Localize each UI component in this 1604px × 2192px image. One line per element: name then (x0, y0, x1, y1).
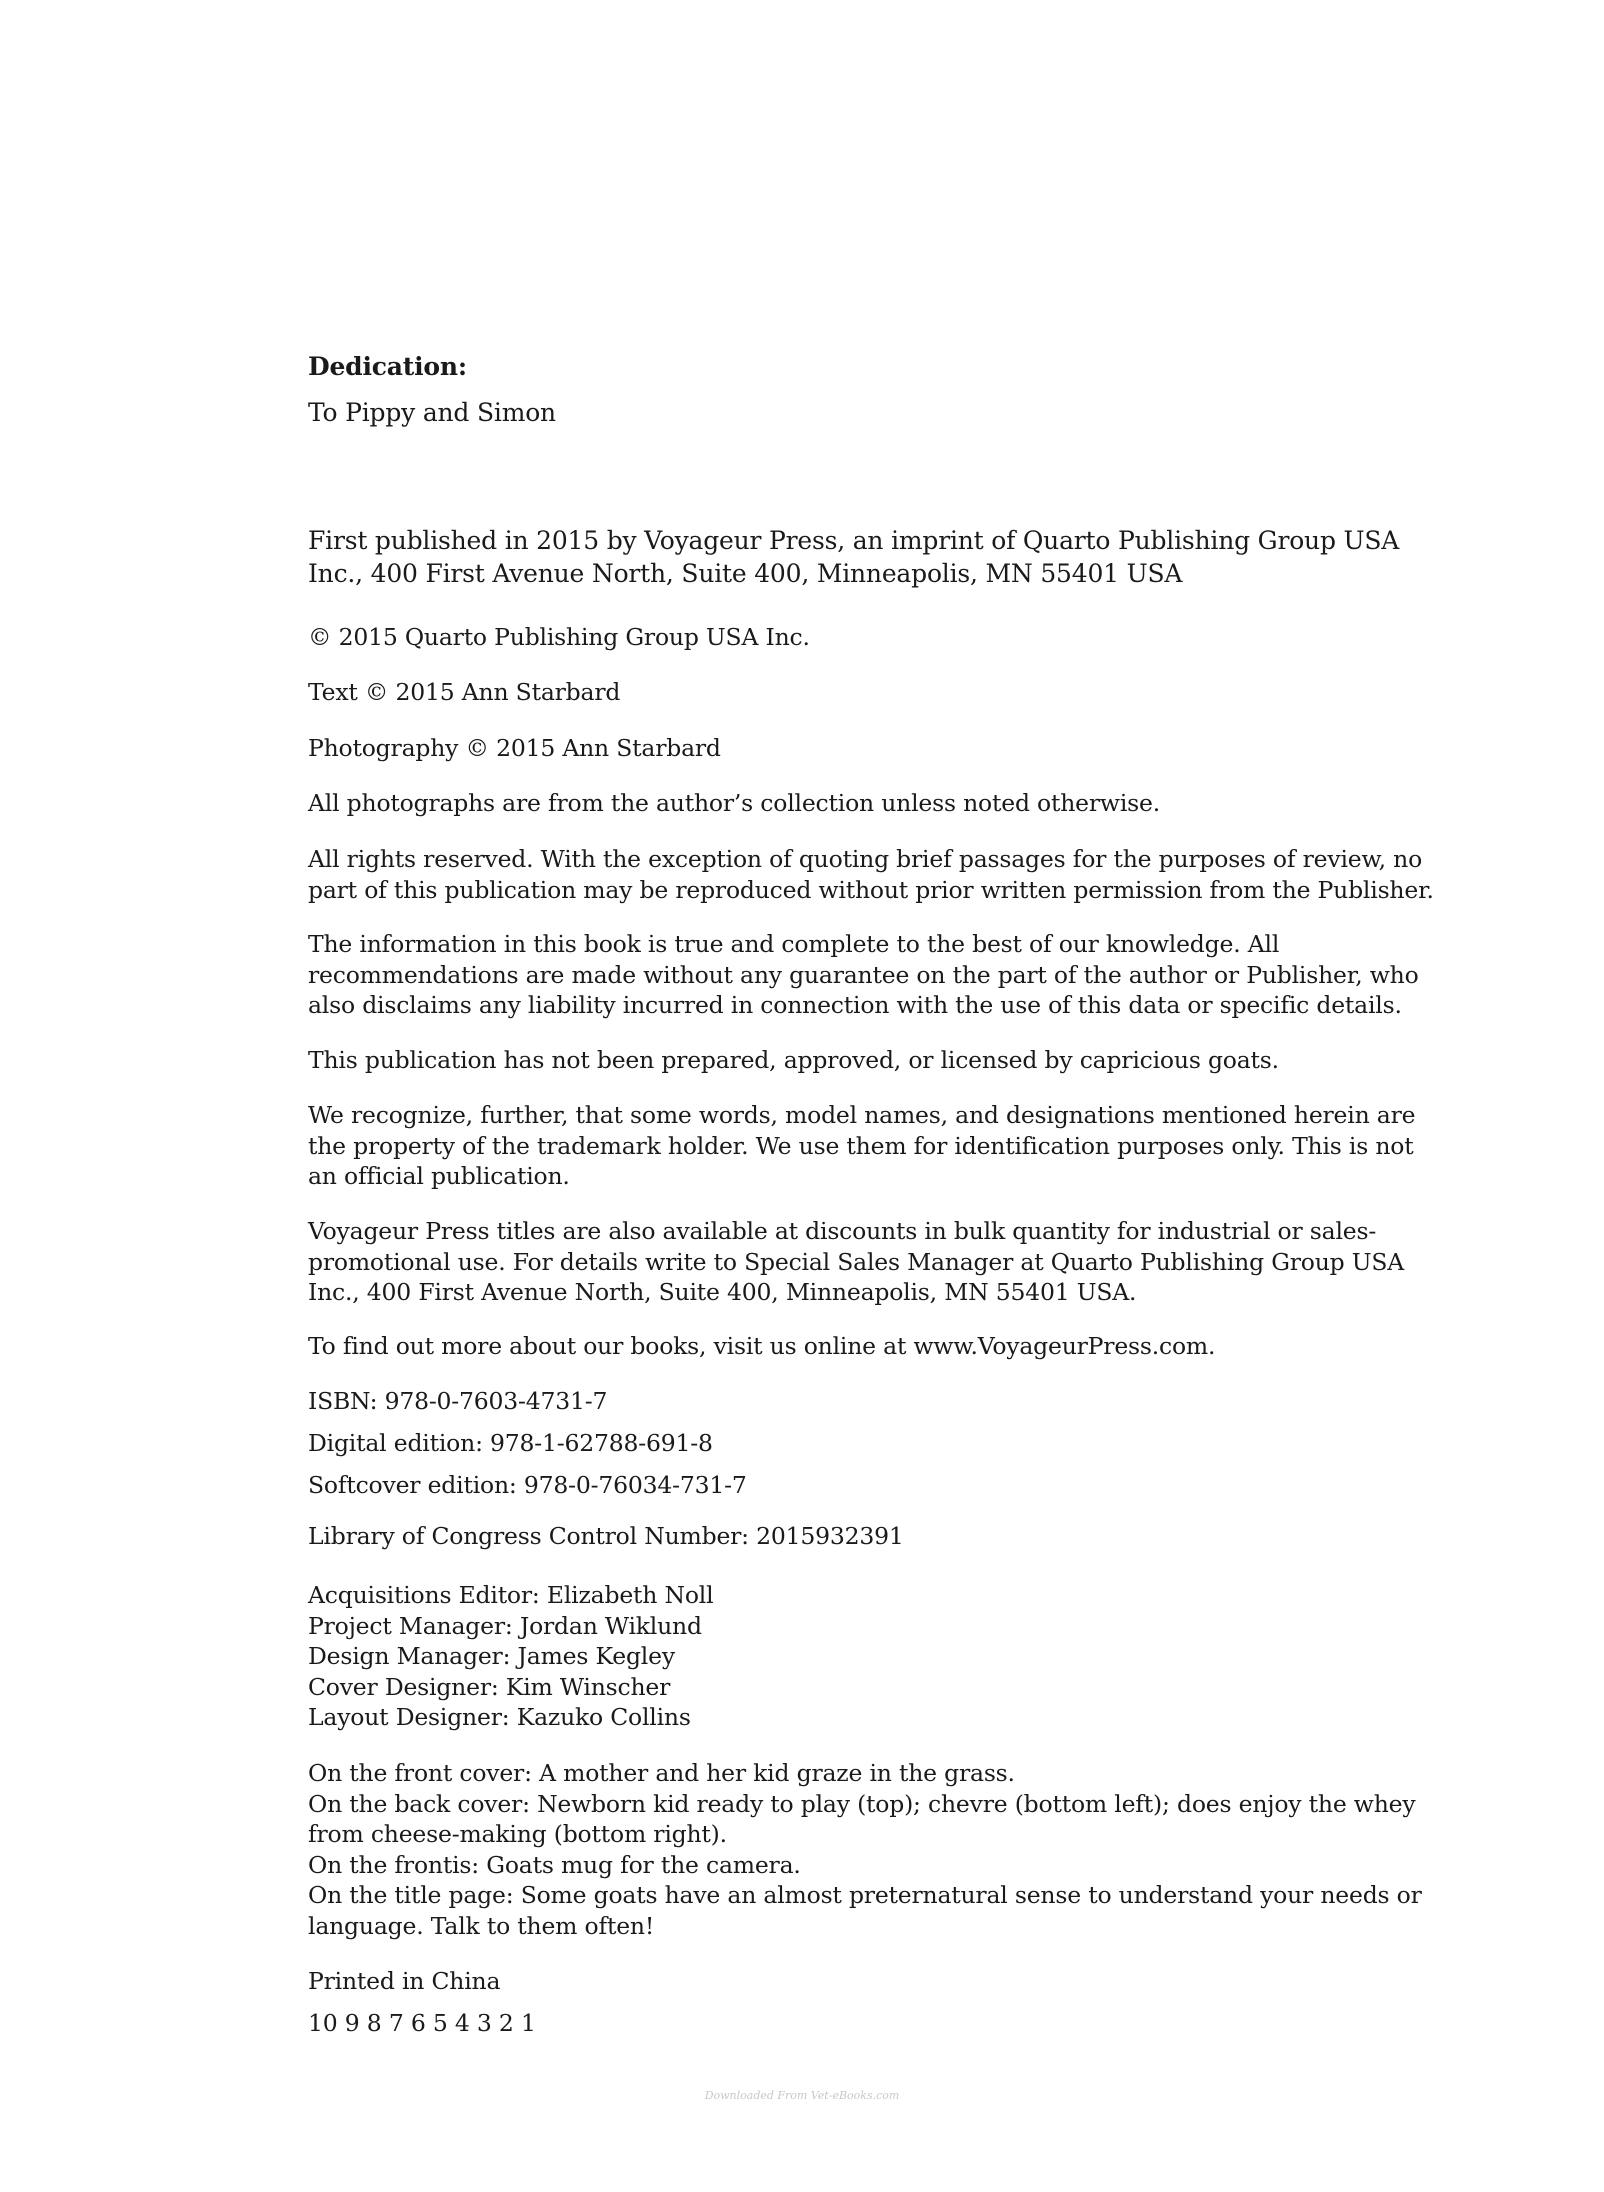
printed-in-line: Printed in China (308, 1967, 501, 1995)
text-copyright-line: Text © 2015 Ann Starbard (308, 678, 621, 706)
bulk-sales-line: Voyageur Press titles are also available at discounts in bulk quantity for industrial or sales- (308, 1217, 1377, 1245)
information-line: recommendations are made without any guarantee on the part of the author or Publisher, who (308, 960, 1419, 989)
credit-line: Cover Designer: Kim Winscher (308, 1672, 671, 1701)
copyright-line: © 2015 Quarto Publishing Group USA Inc. (308, 623, 810, 651)
softcover-edition-line: Softcover edition: 978-0-76034-731-7 (308, 1471, 747, 1499)
photo-copyright-line: Photography © 2015 Ann Starbard (308, 734, 721, 762)
dedication-text: To Pippy and Simon (308, 398, 556, 427)
first-published-line: Inc., 400 First Avenue North, Suite 400, Minneapolis, MN 55401 USA (308, 559, 1183, 588)
information-line: also disclaims any liability incurred in connection with the use of this data or specific details. (308, 991, 1402, 1019)
print-line: 10 9 8 7 6 5 4 3 2 1 (308, 2009, 536, 2037)
isbn-line: ISBN: 978-0-7603-4731-7 (308, 1387, 608, 1415)
photo-note: All photographs are from the author’s collection unless noted otherwise. (308, 789, 1160, 817)
credits-list (308, 1580, 1338, 1733)
download-watermark: Downloaded From Vet-eBooks.com (704, 2089, 900, 2102)
website-line: To find out more about our books, visit us online at www.VoyageurPress.com. (308, 1332, 1216, 1360)
credit-line: Acquisitions Editor: Elizabeth Noll (308, 1581, 714, 1609)
lccn-line: Library of Congress Control Number: 2015932391 (308, 1522, 904, 1550)
caption-line: On the back cover: Newborn kid ready to play (top); chevre (bottom left); does enjoy the whey (308, 1789, 1416, 1818)
digital-edition-line: Digital edition: 978-1-62788-691-8 (308, 1429, 713, 1457)
trademark-line: the property of the trademark holder. We use them for identification purposes only. This is not (308, 1131, 1414, 1160)
caption-line: from cheese-making (bottom right). (308, 1820, 727, 1848)
rights-line: All rights reserved. With the exception of quoting brief passages for the purposes of review, no (308, 845, 1423, 873)
dedication-label: Dedication: (308, 352, 467, 381)
credit-line: Design Manager: James Kegley (308, 1642, 675, 1670)
first-published-paragraph (308, 524, 1400, 590)
trademark-paragraph (308, 1100, 1416, 1192)
caption-line: On the front cover: A mother and her kid graze in the grass. (308, 1759, 1015, 1787)
credit-line: Project Manager: Jordan Wiklund (308, 1611, 702, 1640)
photo-captions (308, 1758, 1422, 1941)
information-line: The information in this book is true and complete to the best of our knowledge. All (308, 930, 1280, 958)
caption-line: On the title page: Some goats have an almost preternatural sense to understand your needs or (308, 1881, 1422, 1909)
caption-line: language. Talk to them often! (308, 1911, 655, 1940)
not-licensed-line: This publication has not been prepared, approved, or licensed by capricious goats. (308, 1046, 1279, 1074)
trademark-line: an official publication. (308, 1162, 570, 1190)
first-published-line: First published in 2015 by Voyageur Press, an imprint of Quarto Publishing Group USA (308, 526, 1400, 555)
trademark-line: We recognize, further, that some words, model names, and designations mentioned herein are (308, 1101, 1416, 1129)
caption-line: On the frontis: Goats mug for the camera. (308, 1850, 801, 1879)
bulk-sales-line: Inc., 400 First Avenue North, Suite 400, Minneapolis, MN 55401 USA. (308, 1278, 1137, 1306)
rights-line: part of this publication may be reproduced without prior written permission from the Publisher. (308, 875, 1434, 904)
credit-line: Layout Designer: Kazuko Collins (308, 1703, 691, 1731)
rights-paragraph (308, 844, 1434, 905)
bulk-sales-line: promotional use. For details write to Special Sales Manager at Quarto Publishing Group USA (308, 1247, 1405, 1276)
information-paragraph (308, 929, 1419, 1021)
bulk-sales-paragraph (308, 1216, 1405, 1308)
